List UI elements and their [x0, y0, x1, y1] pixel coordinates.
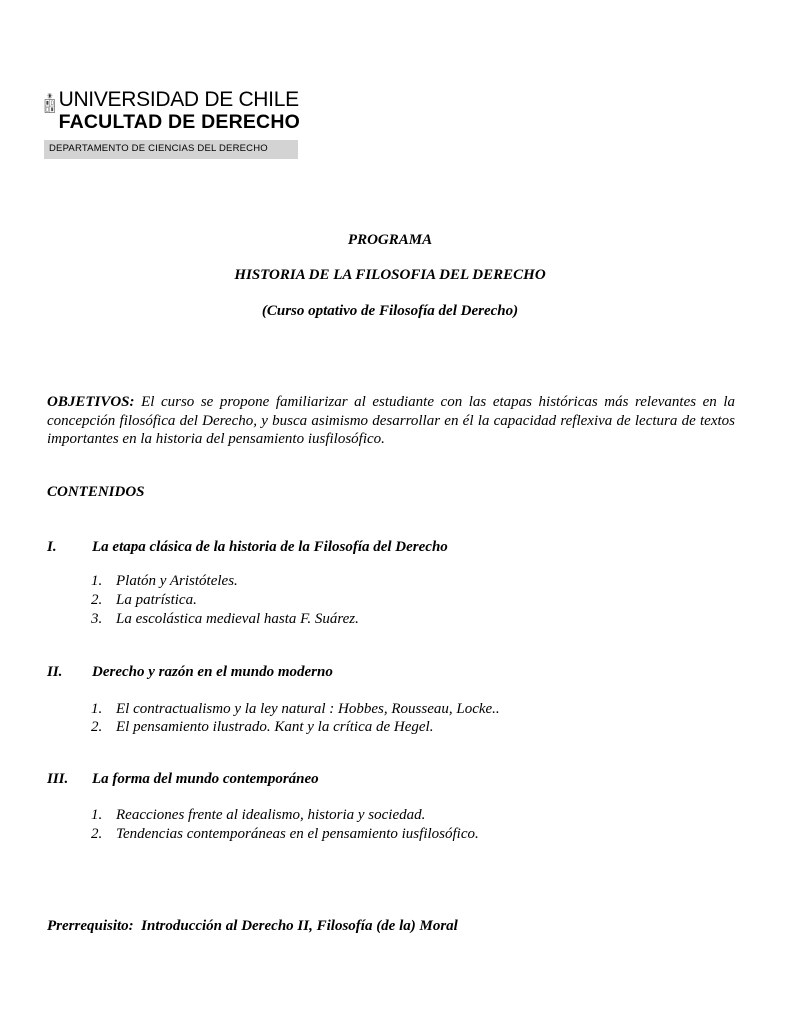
list-item: Reacciones frente al idealismo, historia y sociedad. [116, 807, 426, 823]
section-numeral: I. [47, 539, 57, 555]
title-programa: PROGRAMA [347, 232, 433, 248]
objetivos-paragraph [47, 393, 735, 449]
prerrequisito-label: Prerrequisito: [47, 918, 134, 934]
prerrequisito-line [47, 918, 458, 935]
objetivos-text: El curso se propone familiarizar al estudiante con las etapas históricas más relevantes en la concepción filosófica del Derecho, y busca asimismo desarrollar en él la capacidad reflexiva de lectura de textos importantes en la historia del pensamiento iusfilosófico. [47, 394, 735, 447]
section-title: Derecho y razón en el mundo moderno [92, 664, 333, 680]
list-item-number: 2. [91, 826, 103, 842]
list-item-number: 2. [91, 719, 103, 735]
department-bar [44, 140, 298, 159]
list-item: El contractualismo y la ley natural : Hobbes, Rousseau, Locke.. [116, 701, 500, 717]
university-header [44, 72, 300, 134]
list-item: La patrística. [116, 592, 197, 608]
list-item: La escolástica medieval hasta F. Suárez. [116, 611, 359, 627]
list-item: Tendencias contemporáneas en el pensamiento iusfilosófico. [116, 826, 479, 842]
university-name: UNIVERSIDAD DE CHILE [58, 88, 299, 111]
section-title: La forma del mundo contemporáneo [92, 771, 319, 787]
list-item-number: 1. [91, 807, 103, 823]
department-name: DEPARTAMENTO DE CIENCIAS DEL DERECHO [49, 143, 268, 154]
objetivos-label: OBJETIVOS: [47, 394, 135, 410]
list-item-number: 1. [91, 701, 103, 717]
title-subtitle: (Curso optativo de Filosofía del Derecho) [261, 303, 519, 319]
list-item-number: 2. [91, 592, 103, 608]
section-title: La etapa clásica de la historia de la Filosofía del Derecho [92, 539, 448, 555]
list-item-number: 1. [91, 573, 103, 589]
prerrequisito-text: Introducción al Derecho II, Filosofía (de la) Moral [141, 918, 458, 934]
university-crest-icon [44, 72, 56, 134]
section-numeral: III. [47, 771, 69, 787]
faculty-name: FACULTAD DE DERECHO [58, 111, 300, 133]
list-item: El pensamiento ilustrado. Kant y la crítica de Hegel. [116, 719, 434, 735]
contenidos-heading: CONTENIDOS [47, 484, 145, 500]
section-numeral: II. [47, 664, 63, 680]
list-item: Platón y Aristóteles. [116, 573, 238, 589]
title-course: HISTORIA DE LA FILOSOFIA DEL DERECHO [234, 267, 546, 283]
list-item-number: 3. [91, 611, 103, 627]
